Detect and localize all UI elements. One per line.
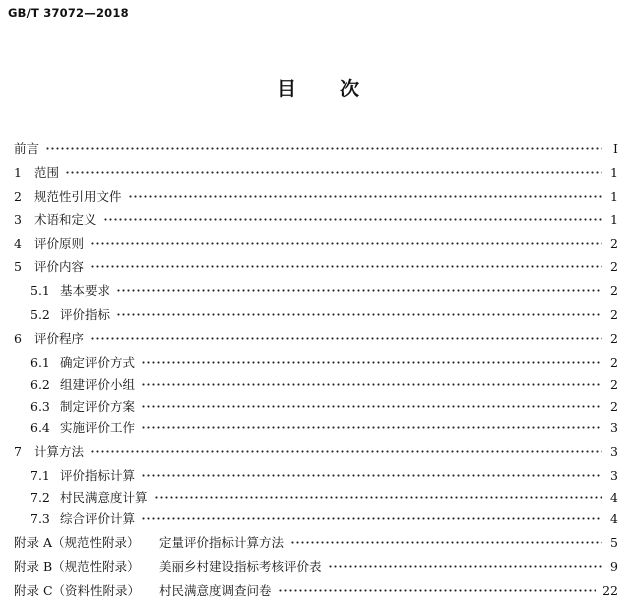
toc-leader — [278, 589, 597, 592]
toc-entry-number: 4 — [14, 235, 22, 251]
toc-entry-6-3[interactable] — [30, 396, 618, 416]
toc-entry-3[interactable] — [14, 209, 618, 229]
toc-leader — [141, 383, 602, 386]
toc-entry-page: 22 — [602, 582, 618, 598]
toc-entry-text: 范围 — [34, 165, 60, 180]
toc-entry-text: 评价指标 — [60, 307, 111, 322]
toc-leader — [116, 289, 602, 292]
toc-entry-5-1[interactable] — [30, 280, 618, 300]
toc-entry-6-1[interactable] — [30, 352, 618, 372]
toc-entry-number: 1 — [14, 164, 22, 180]
toc-entry-page: 1 — [610, 188, 618, 204]
page-title — [0, 74, 636, 101]
toc-entry-page: 9 — [610, 558, 618, 574]
toc-entry-6[interactable] — [14, 328, 618, 348]
title-char-1: 目 — [276, 78, 296, 100]
toc-entry-page: 4 — [610, 510, 618, 526]
toc-entry-number: 7.2 — [30, 489, 50, 505]
toc-leader — [141, 361, 602, 364]
toc-entry-text: 前言 — [14, 141, 40, 156]
toc-entry-1[interactable] — [14, 162, 618, 182]
toc-entry-page: 2 — [610, 235, 618, 251]
toc-entry-page: I — [613, 140, 618, 156]
toc-entry-number: 6.4 — [30, 419, 50, 435]
toc-leader — [290, 541, 602, 544]
toc-leader — [116, 313, 602, 316]
toc-leader — [141, 405, 602, 408]
toc-entry-number: 5.2 — [30, 306, 50, 322]
toc-entry-foreword[interactable] — [14, 138, 618, 158]
toc-entry-text: 评价指标计算 — [60, 468, 136, 483]
toc-leader — [90, 242, 602, 245]
toc-entry-number: 7.3 — [30, 510, 50, 526]
title-char-2: 次 — [340, 78, 360, 100]
toc-entry-appendix-a[interactable] — [14, 532, 618, 552]
toc-entry-6-4[interactable] — [30, 417, 618, 437]
toc-entry-text: 评价程序 — [34, 331, 85, 346]
toc-entry-text: 确定评价方式 — [60, 355, 136, 370]
toc-leader — [90, 265, 602, 268]
toc-entry-text: 定量评价指标计算方法 — [159, 535, 285, 550]
toc-leader — [90, 450, 602, 453]
toc-entry-number: 5.1 — [30, 282, 50, 298]
toc-leader — [45, 147, 602, 150]
toc-entry-page: 2 — [610, 330, 618, 346]
toc-entry-text: 村民满意度计算 — [60, 490, 148, 505]
toc-entry-text: 村民满意度调查问卷 — [159, 583, 272, 598]
toc-entry-number: 6 — [14, 330, 22, 346]
toc-entry-number: 3 — [14, 211, 22, 227]
toc-entry-page: 5 — [610, 534, 618, 550]
toc-entry-text: 美丽乡村建设指标考核评价表 — [159, 559, 322, 574]
toc-entry-text: 组建评价小组 — [60, 377, 136, 392]
toc-leader — [154, 496, 602, 499]
toc-leader — [141, 517, 602, 520]
standard-code: GB/T 37072—2018 — [8, 6, 129, 20]
toc-entry-number: 6.2 — [30, 376, 50, 392]
toc-entry-appendix-b[interactable] — [14, 556, 618, 576]
toc-entry-7-2[interactable] — [30, 487, 618, 507]
toc-entry-page: 3 — [610, 443, 618, 459]
toc-entry-number: 附录 C（资料性附录） — [14, 583, 141, 598]
toc-leader — [128, 195, 602, 198]
toc-leader — [65, 171, 602, 174]
toc-leader — [328, 565, 602, 568]
toc-entry-7-3[interactable] — [30, 508, 618, 528]
toc-entry-text: 制定评价方案 — [60, 399, 136, 414]
toc-entry-number: 7.1 — [30, 467, 50, 483]
toc-entry-6-2[interactable] — [30, 374, 618, 394]
toc-entry-page: 2 — [610, 306, 618, 322]
toc-entry-number: 附录 A（规范性附录） — [14, 535, 140, 550]
toc-entry-page: 2 — [610, 258, 618, 274]
toc-entry-text: 评价内容 — [34, 259, 85, 274]
toc-entry-text: 综合评价计算 — [60, 511, 136, 526]
toc-entry-text: 实施评价工作 — [60, 420, 136, 435]
toc-entry-7[interactable] — [14, 441, 618, 461]
toc-entry-text: 评价原则 — [34, 236, 85, 251]
toc-entry-number: 6.1 — [30, 354, 50, 370]
toc-leader — [141, 474, 602, 477]
toc-entry-page: 2 — [610, 376, 618, 392]
toc-entry-appendix-c[interactable] — [14, 580, 618, 600]
toc-entry-page: 2 — [610, 354, 618, 370]
toc-entry-text: 规范性引用文件 — [34, 189, 122, 204]
toc-entry-text: 计算方法 — [34, 444, 85, 459]
toc-entry-page: 3 — [610, 419, 618, 435]
toc-entry-number: 5 — [14, 258, 22, 274]
toc-entry-page: 3 — [610, 467, 618, 483]
toc-entry-page: 2 — [610, 282, 618, 298]
toc-entry-page: 4 — [610, 489, 618, 505]
toc-leader — [141, 426, 602, 429]
toc-entry-5-2[interactable] — [30, 304, 618, 324]
toc-entry-page: 1 — [610, 164, 618, 180]
toc-leader — [90, 337, 602, 340]
toc-entry-7-1[interactable] — [30, 465, 618, 485]
toc-entry-text: 术语和定义 — [34, 212, 97, 227]
toc-entry-2[interactable] — [14, 186, 618, 206]
toc-leader — [103, 218, 602, 221]
toc-entry-number: 附录 B（规范性附录） — [14, 559, 140, 574]
toc-entry-4[interactable] — [14, 233, 618, 253]
toc-entry-page: 2 — [610, 398, 618, 414]
toc-entry-text: 基本要求 — [60, 283, 111, 298]
toc-entry-page: 1 — [610, 211, 618, 227]
toc-entry-number: 7 — [14, 443, 22, 459]
toc-entry-5[interactable] — [14, 256, 618, 276]
toc-entry-number: 6.3 — [30, 398, 50, 414]
toc-entry-number: 2 — [14, 188, 22, 204]
